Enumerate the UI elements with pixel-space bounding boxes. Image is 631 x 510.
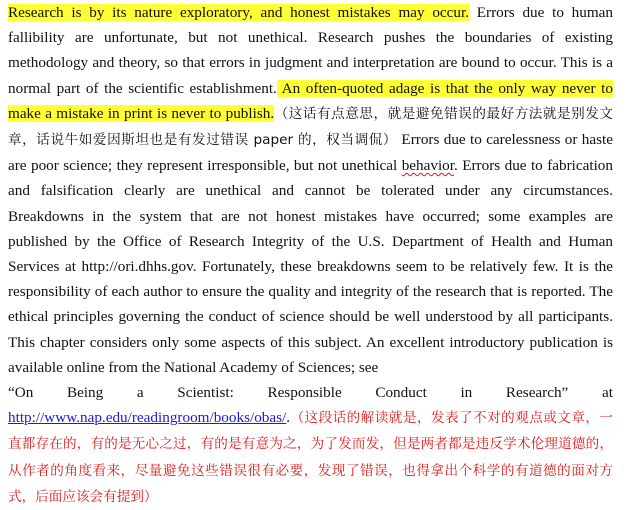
spellcheck-flagged-word[interactable]: behavior (401, 157, 454, 175)
body-text-3: . Errors due to fabrication and falsification clearly are unethical and cannot be tolerated under any circumstances. Breakdowns in the system that are not honest mistakes have occurred; some examples are published by the Office of Research Integrity of the U.S. Department of Health and Human Services at http://ori.dhhs.gov. Fortunately, these breakdowns seem to be relatively few. It is the responsibility of each author to ensure the quality and integrity of the research that is reported. The ethical principles governing the conduct of science should be well understood by all participants. This chapter considers only some aspects of this subject. An excellent introductory publication is available online from the National Academy of Sciences; see (8, 157, 613, 376)
ref-word: a (136, 384, 144, 402)
document-body (8, 0, 613, 510)
body-text-1: Errors due to human fallibility are unfortunate, but not unethical. Research pushes the boundaries of existing methodology and theory, so that errors in judgment and interpretation are bound to occur. This is a normal part of the scientific establishment. (8, 4, 613, 97)
link-paragraph (8, 405, 613, 510)
ref-word: in (460, 384, 473, 402)
annotation-note-red: （这段话的解读就是，发表了不对的观点或文章，一直都存在的，有的是无心之过，有的是有意为之，为了发而发，但是两者都是违反学术伦理道德的，从作者的角度看来，尽量避免这些错误很有必要，发现了错误，也得拿出个科学的有道德的面对方式，后面应该会有提到） (8, 410, 613, 505)
nap-link[interactable]: http://www.nap.edu/readingroom/books/obas/ (8, 409, 287, 427)
ref-word: Scientist: (177, 384, 234, 402)
ref-word: at (601, 384, 613, 402)
main-paragraph (8, 0, 613, 380)
ref-word: Conduct (375, 384, 427, 402)
ref-word: Responsible (267, 384, 342, 402)
highlighted-sentence-1: Research is by its nature exploratory, and honest mistakes may occur. (8, 4, 470, 21)
annotation-note-black: （这话有点意思，就是避免错误的最好方法就是别发文章，话说牛如爱因斯坦也是有发过错误 paper 的，权当调侃） (8, 105, 613, 149)
body-text-2: Errors due to carelessness or haste are poor science; they represent irresponsible, but not unethical (8, 131, 613, 175)
highlighted-sentence-2: An often-quoted adage is that the only way never to make a mistake in print is never to publish. (8, 79, 613, 122)
justified-reference-line (8, 380, 613, 405)
ref-word: Being (66, 384, 104, 402)
link-trailing-period: . (286, 409, 291, 427)
ref-word: Research” (505, 384, 569, 402)
ref-word: “On (8, 384, 34, 402)
